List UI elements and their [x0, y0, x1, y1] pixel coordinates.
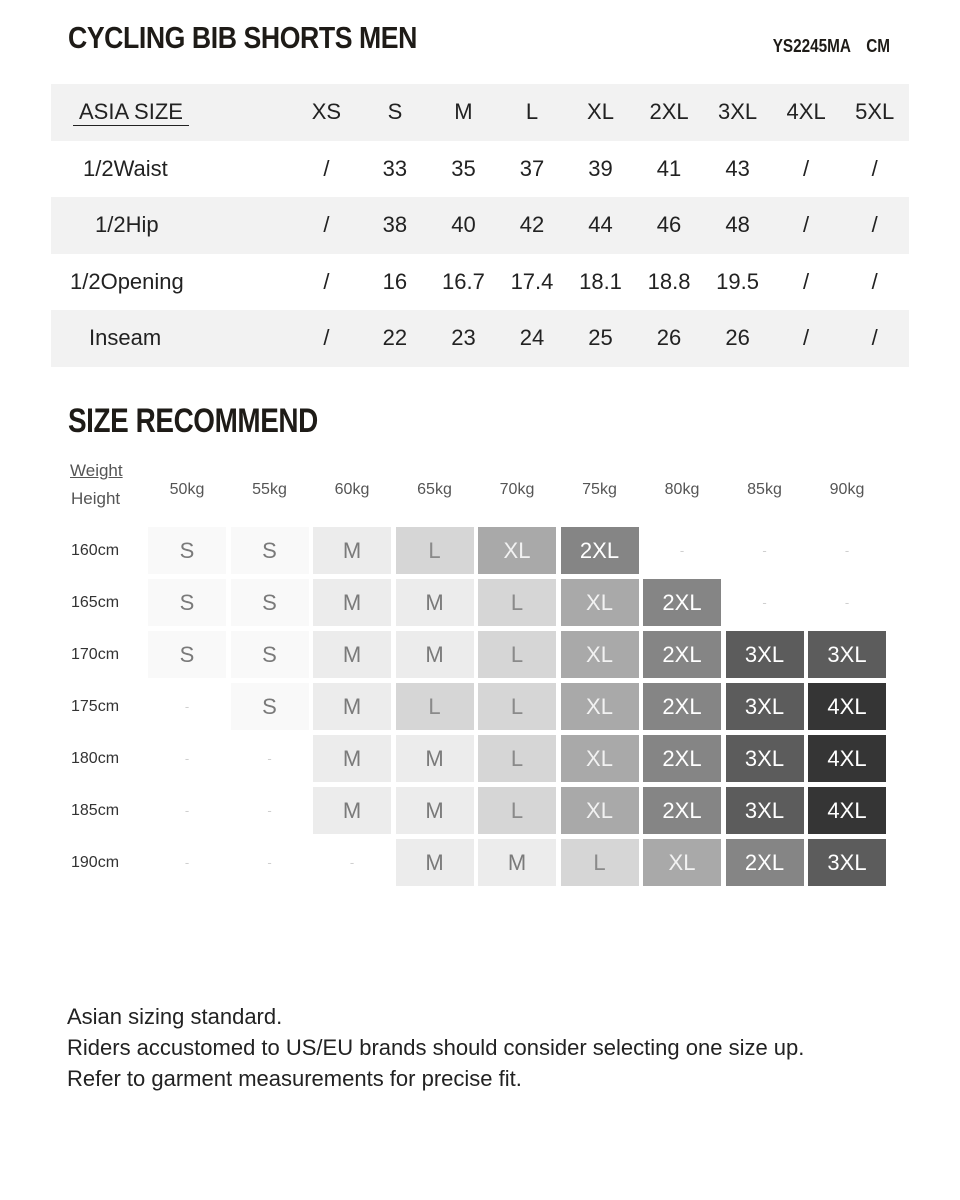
size-header-l: L [498, 84, 567, 141]
unit-label: CM [866, 36, 890, 56]
height-header: 170cm [71, 646, 120, 663]
recommend-cell: - [679, 543, 685, 558]
recommend-cell: S [231, 527, 309, 574]
row-label [51, 254, 292, 311]
sizing-notes [67, 1001, 804, 1094]
recommend-cell: - [762, 595, 767, 610]
recommend-cell: M [313, 787, 391, 834]
table-cell: 19.5 [716, 268, 759, 294]
recommend-cell: M [396, 839, 474, 886]
recommend-cell: XL [561, 579, 639, 626]
table-cell: / [292, 310, 361, 367]
table-cell: 40 [429, 197, 498, 254]
recommend-cell: M [313, 683, 391, 730]
weight-header: 85kg [747, 481, 782, 498]
weight-header: 50kg [169, 481, 205, 498]
recommend-cell: L [396, 527, 474, 574]
recommend-cell: 4XL [808, 735, 886, 782]
table-cell: / [840, 310, 909, 367]
recommend-cell: L [478, 735, 556, 782]
size-header-2xl: 2XL [635, 84, 704, 141]
recommend-cell: L [478, 579, 556, 626]
recommend-cell: - [844, 595, 850, 610]
table-cell: 17.4 [510, 268, 554, 294]
table-cell: 23 [429, 310, 498, 367]
recommend-cell: M [396, 579, 474, 626]
weight-axis-label: Weight [70, 461, 123, 480]
size-header-5xl: 5XL [840, 84, 909, 141]
recommend-cell: L [561, 839, 639, 886]
table-cell: 46 [635, 197, 704, 254]
recommend-cell: S [148, 579, 226, 626]
recommend-cell: 4XL [808, 787, 886, 834]
recommend-cell: M [396, 735, 474, 782]
table-cell: / [803, 268, 810, 294]
height-header-column [71, 527, 119, 886]
row-label [51, 310, 292, 367]
recommend-cell: - [184, 699, 190, 714]
height-header: 175cm [71, 698, 120, 715]
measurement-table [51, 84, 909, 367]
recommend-cell: S [148, 631, 226, 678]
table-cell: / [840, 197, 909, 254]
note-line: Refer to garment measurements for precise fit. [67, 1066, 522, 1091]
table-cell: 22 [361, 310, 430, 367]
recommend-cell: - [184, 803, 190, 818]
table-cell: 26 [703, 310, 772, 367]
recommend-cell: - [184, 855, 190, 870]
size-header-4xl: 4XL [772, 84, 841, 141]
weight-header: 55kg [252, 481, 287, 498]
inseam-label: Inseam [89, 325, 162, 351]
recommend-cell: S [231, 683, 309, 730]
recommend-cell: - [844, 543, 850, 558]
table-cell: 33 [382, 155, 408, 181]
size-header-m: M [429, 84, 498, 141]
recommend-cell: M [313, 735, 391, 782]
table-cell: 16.7 [442, 268, 485, 294]
size-header-xs: XS [292, 84, 361, 141]
height-header: 165cm [71, 594, 120, 611]
table-cell: / [772, 310, 841, 367]
recommend-cell: 2XL [643, 735, 721, 782]
model-code: YS2245MA [772, 36, 851, 56]
weight-header: 80kg [664, 481, 700, 498]
table-cell: 43 [725, 155, 750, 181]
asia-size-label: ASIA SIZE [73, 99, 189, 126]
weight-header: 75kg [582, 481, 617, 498]
size-header-s: S [361, 84, 430, 141]
weight-header-row [148, 481, 886, 499]
size-header-row [51, 84, 909, 141]
hip-label: 1/2Hip [95, 212, 159, 238]
recommend-cell: - [184, 751, 190, 766]
table-cell: / [292, 197, 361, 254]
size-recommend-grid [148, 527, 886, 886]
table-cell: 18.8 [647, 268, 691, 294]
recommend-cell: 3XL [726, 683, 804, 730]
recommend-cell: - [267, 751, 272, 766]
recommend-cell: L [478, 631, 556, 678]
table-cell: 24 [498, 310, 567, 367]
recommend-cell: 3XL [726, 735, 804, 782]
recommend-cell: - [762, 543, 767, 558]
waist-label: 1/2Waist [83, 155, 168, 181]
product-code [773, 36, 890, 57]
hip-row [51, 197, 909, 254]
height-header: 190cm [71, 854, 120, 871]
opening-row [51, 254, 909, 311]
recommend-cell: M [396, 631, 474, 678]
recommend-cell: XL [561, 787, 639, 834]
recommend-cell: 3XL [726, 631, 804, 678]
recommend-cell: M [396, 787, 474, 834]
recommend-cell: - [267, 803, 272, 818]
recommend-cell: S [231, 631, 309, 678]
table-cell: 25 [566, 310, 635, 367]
recommend-cell: M [313, 579, 391, 626]
recommend-cell: - [267, 855, 272, 870]
recommend-cell: XL [643, 839, 721, 886]
recommend-cell: 2XL [726, 839, 804, 886]
inseam-row [51, 310, 909, 367]
height-header: 185cm [71, 802, 120, 819]
recommend-cell: XL [561, 683, 639, 730]
row-label [51, 141, 292, 198]
table-cell: / [803, 155, 810, 181]
recommend-cell: XL [561, 631, 639, 678]
asia-size-header [51, 84, 292, 141]
weight-header: 90kg [829, 481, 865, 498]
recommend-cell: M [313, 631, 391, 678]
table-cell: 41 [656, 155, 682, 181]
recommend-cell: XL [561, 735, 639, 782]
waist-row [51, 141, 909, 198]
recommend-cell: L [478, 787, 556, 834]
recommend-cell: L [478, 683, 556, 730]
recommend-cell: M [313, 527, 391, 574]
table-cell: / [871, 155, 878, 181]
recommend-cell: 3XL [808, 631, 886, 678]
table-cell: / [871, 268, 878, 294]
table-cell: 42 [498, 197, 567, 254]
table-cell: 44 [566, 197, 635, 254]
weight-header: 70kg [499, 481, 535, 498]
recommend-cell: L [396, 683, 474, 730]
recommend-cell: 2XL [643, 579, 721, 626]
recommend-cell: 2XL [643, 787, 721, 834]
recommend-cell: 2XL [561, 527, 639, 574]
recommend-cell: 2XL [643, 631, 721, 678]
table-cell: 16 [382, 268, 408, 294]
table-cell: / [323, 155, 330, 181]
table-cell: 18.1 [579, 268, 622, 294]
weight-header: 65kg [417, 481, 452, 498]
height-header: 180cm [71, 750, 120, 767]
recommend-cell: 3XL [808, 839, 886, 886]
recommend-cell: XL [478, 527, 556, 574]
row-label [51, 197, 292, 254]
opening-label: 1/2Opening [70, 268, 184, 294]
page-title: CYCLING BIB SHORTS MEN [68, 20, 417, 55]
size-header-3xl: 3XL [703, 84, 772, 141]
note-line: Asian sizing standard. [67, 1004, 283, 1029]
recommend-cell: S [148, 527, 226, 574]
note-line: Riders accustomed to US/EU brands should consider selecting one size up. [67, 1035, 805, 1060]
recommend-cell: S [231, 579, 309, 626]
height-axis-label: Height [71, 489, 121, 508]
recommend-cell: 4XL [808, 683, 886, 730]
weight-header: 60kg [334, 481, 370, 498]
recommend-cell: 2XL [643, 683, 721, 730]
table-cell: 39 [588, 155, 613, 181]
recommend-cell: - [349, 855, 355, 870]
table-cell: / [772, 197, 841, 254]
recommend-cell: M [478, 839, 556, 886]
size-recommend-title: SIZE RECOMMEND [68, 402, 318, 440]
table-cell: 26 [635, 310, 704, 367]
table-cell: 48 [703, 197, 772, 254]
table-cell: 38 [361, 197, 430, 254]
recommend-cell: 3XL [726, 787, 804, 834]
size-header-xl: XL [566, 84, 635, 141]
height-header: 160cm [71, 542, 120, 559]
table-cell: / [323, 268, 330, 294]
table-cell: 35 [451, 155, 476, 181]
table-cell: 37 [519, 155, 545, 181]
